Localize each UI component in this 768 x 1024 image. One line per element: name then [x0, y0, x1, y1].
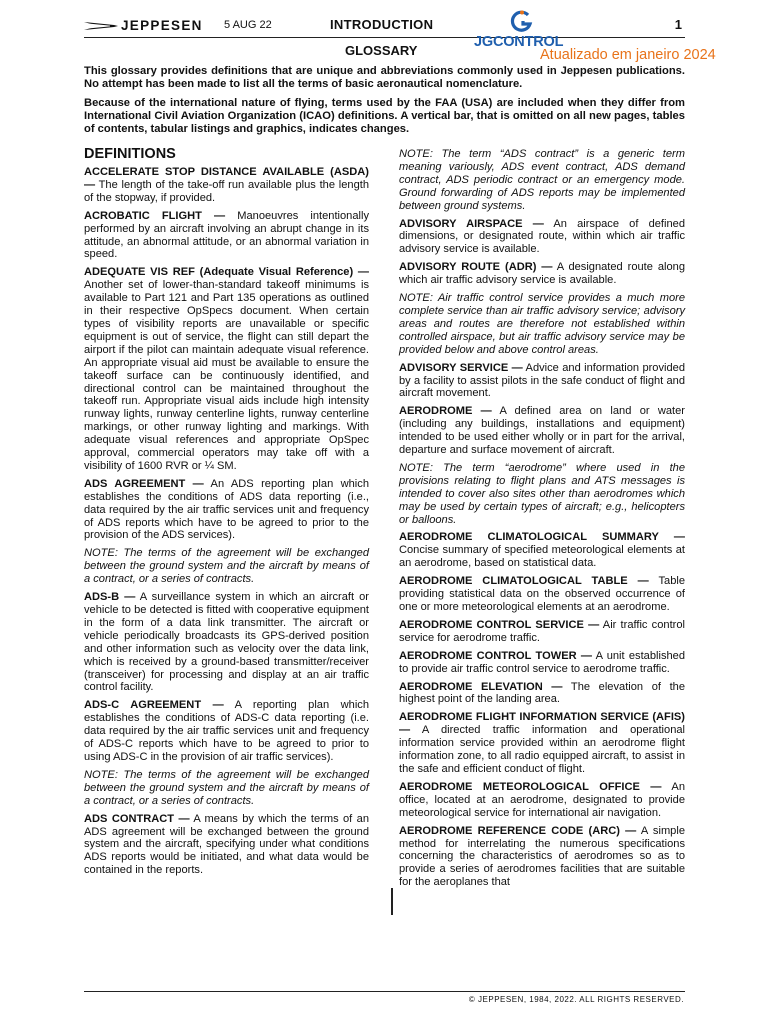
- jgcontrol-brand: JGCONTROL: [474, 34, 564, 50]
- definition-entry: [84, 699, 369, 764]
- jgcontrol-watermark: [474, 10, 574, 52]
- updated-notice: Atualizado em janeiro 2024: [540, 47, 716, 63]
- jgcontrol-emblem-icon: [510, 10, 534, 34]
- definition-entry: [84, 166, 369, 205]
- definition-term: ADVISORY AIRSPACE —: [399, 217, 544, 230]
- definition-term: AERODROME —: [399, 405, 492, 418]
- definition-entry: [399, 261, 685, 287]
- definition-entry: [399, 619, 685, 645]
- definition-text: A defined area on land or water (including any buildings, installations and equipment) intended to be used either wholly or in part for the arrival, departure and surface movement of aircraft.: [399, 405, 685, 457]
- definition-entry: [84, 591, 369, 694]
- definitions-heading: DEFINITIONS: [84, 146, 176, 162]
- definition-entry: [399, 681, 685, 707]
- definition-text: An airspace of defined dimensions, or designated route, within which air traffic advisory service is available.: [399, 217, 685, 256]
- definition-term: ADEQUATE VIS REF (Adequate Visual Reference) —: [84, 266, 369, 279]
- header-section: INTRODUCTION: [330, 17, 434, 32]
- definition-text: A unit established to provide air traffic control service to aerodrome traffic.: [399, 649, 686, 675]
- definition-entry: [399, 650, 685, 676]
- definition-text: A surveillance system in which an aircraft or vehicle to be detected is fitted with cooperative equipment in the form of a data link transmitter. The aircraft or vehicle periodically broadcasts its GPS-derived position and other information such as velocity over the data link, which is received by a ground-based transmitter/receiver (transceiver) for processing and display at an air traffic control facility.: [84, 591, 369, 694]
- definition-text: The elevation of the highest point of the landing area.: [399, 680, 685, 706]
- definition-entry: [84, 813, 369, 878]
- definition-term: AERODROME METEOROLOGICAL OFFICE —: [399, 780, 662, 793]
- definition-term: AERODROME FLIGHT INFORMATION SERVICE (AFIS) —: [399, 711, 685, 737]
- definition-note: NOTE: The term “ADS contract” is a generic term meaning variously, ADS event contract, ADS demand contract, ADS periodic contract or an emergency mode. Ground forwarding of ADS reports may be implemented between ground systems.: [399, 148, 685, 212]
- definition-term: AERODROME CONTROL TOWER —: [399, 649, 592, 662]
- page-number: 1: [674, 17, 682, 32]
- definition-text: Table providing statistical data on the observed occurrence of one or more meteorological elements at an aerodrome.: [399, 575, 686, 613]
- definition-text: An ADS reporting plan which establishes the conditions of ADS data reporting (i.e., data required by the air traffic services unit and frequency of ADS reports which have to be agreed to prior to the provision of the ADS services).: [84, 477, 369, 542]
- footer-rule: [84, 991, 685, 992]
- definition-term: ADS-C AGREEMENT —: [84, 699, 224, 712]
- page-title: GLOSSARY: [345, 43, 418, 58]
- definition-note: NOTE: The terms of the agreement will be exchanged between the ground system and the aircraft by means of a contract, or a series of contracts.: [84, 547, 369, 586]
- definition-term: AERODROME CLIMATOLOGICAL SUMMARY —: [399, 531, 685, 544]
- intro-paragraph: Because of the international nature of flying, terms used by the FAA (USA) are included when they differ from International Civil Aviation Organization (ICAO) definitions. A vertical bar, that is omitted on all new pages, tables of contents, tabular listings and graphics, indicates changes.: [84, 96, 685, 135]
- definition-term: AERODROME ELEVATION —: [399, 680, 563, 693]
- intro-paragraph: This glossary provides definitions that are unique and abbreviations commonly used in Jeppesen publications. No attempt has been made to list all the terms of basic aeronautical nomenclature.: [84, 65, 685, 90]
- definition-text: A means by which the terms of an ADS agreement will be exchanged between the ground system and the aircraft, specifying under what conditions ADS reports would be initiated, and what data would be contained in the reports.: [84, 812, 369, 877]
- definition-text: A directed traffic information and operational information service provided within an aerodrome flight information zone, to all radio equipped aircraft, to assist in the safe and efficient conduct of flight.: [399, 724, 685, 775]
- definition-entry: [399, 405, 685, 457]
- copyright-notice: © JEPPESEN, 1984, 2022. ALL RIGHTS RESERVED.: [468, 995, 684, 1004]
- jeppesen-wing-icon: [84, 21, 118, 31]
- definition-note: NOTE: The term “aerodrome” where used in the provisions relating to flight plans and ATS messages is intended to cover also sites other than aerodromes which may be used by certain types of aircraft; e.g., helicopters or balloons.: [399, 461, 685, 526]
- header-rule: [84, 37, 685, 38]
- logo-text: JEPPESEN: [121, 18, 203, 33]
- definition-term: ADVISORY ROUTE (ADR) —: [399, 261, 553, 274]
- definition-term: ADS AGREEMENT —: [84, 477, 204, 490]
- definition-term: AERODROME REFERENCE CODE (ARC) —: [399, 824, 637, 837]
- definition-entry: [399, 711, 685, 776]
- definition-entry: [399, 825, 685, 890]
- definition-entry: [399, 781, 685, 820]
- definition-term: ADVISORY SERVICE —: [399, 361, 523, 374]
- header-date: 5 AUG 22: [224, 19, 272, 31]
- definition-entry: [399, 531, 685, 570]
- jeppesen-logo: [84, 18, 203, 33]
- definition-text: Advice and information provided by a facility to assist pilots in the safe conduct of flight and aircraft movement.: [399, 361, 685, 400]
- definition-text: Manoeuvres intentionally performed by an aircraft involving an abrupt change in its attitude, an abnormal attitude, or an abnormal variation in speed.: [84, 209, 369, 261]
- definition-text: A reporting plan which establishes the conditions of ADS-C data reporting (i.e. data required by the air traffic services unit and frequency of ADS-C reports which have to be agreed to prior to using ADS-C in the provision of air traffic services).: [84, 699, 370, 763]
- definition-entry: [84, 266, 369, 473]
- change-bar: [391, 888, 393, 915]
- definition-text: Air traffic control service for aerodrome traffic.: [399, 618, 685, 644]
- definitions-right-column: [399, 148, 685, 894]
- definition-text: Concise summary of specified meteorological elements at an aerodrome, based on statistical data.: [399, 544, 685, 570]
- definition-term: ACROBATIC FLIGHT —: [84, 209, 226, 222]
- intro-text: [84, 65, 685, 142]
- definition-term: ADS-B —: [84, 591, 136, 604]
- definition-text: A simple method for interrelating the numerous specifications concerning the characteristics of aerodromes so as to provide a series of aerodromes facilities that are suitable for the aeroplanes that: [399, 824, 685, 889]
- definition-text: An office, located at an aerodrome, designated to provide meteorological service for international air navigation.: [399, 780, 685, 819]
- definition-note: NOTE: The terms of the agreement will be exchanged between the ground system and the aircraft by means of a contract, or a series of contracts.: [84, 768, 369, 807]
- definition-term: ADS CONTRACT —: [84, 812, 190, 825]
- definition-entry: [399, 362, 685, 401]
- definition-entry: [399, 575, 685, 614]
- definition-term: AERODROME CLIMATOLOGICAL TABLE —: [399, 575, 649, 588]
- definition-entry: [399, 218, 685, 257]
- definition-entry: [84, 478, 369, 543]
- definition-term: AERODROME CONTROL SERVICE —: [399, 618, 600, 631]
- definition-text: The length of the take-off run available plus the length of the stopway, if provided.: [84, 178, 369, 204]
- definition-text: A designated route along which air traffic advisory service is available.: [399, 261, 685, 287]
- definitions-left-column: [84, 146, 369, 882]
- definition-note: NOTE: Air traffic control service provides a much more complete service than air traffic advisory service; advisory areas and routes are therefore not established within controlled airspace, but air traffic advisory service may be provided below and above control areas.: [399, 292, 685, 356]
- definition-entry: [84, 210, 369, 262]
- definition-term: ACCELERATE STOP DISTANCE AVAILABLE (ASDA) —: [84, 166, 369, 191]
- definition-text: Another set of lower-than-standard takeoff minimums is available to Part 121 and Part 135 operations as outlined in their respective OpSpecs document. When certain types of visibility reports are unavailable or specific equipment is out of service, the flight can still depart the airport if the pilot can maintain adequate visual reference. An appropriate visual aid must be available to ensure the takeoff surface can be continuously identified, and directional control can be maintained throughout the takeoff run. Appropriate visual aids include high intensity runway lights, runway centerline lights, runway centerline markings, or other runway lighting and markings. With adequate visual references and appropriate OpSpec approval, commercial operators may take off with a visibility of 1600 RVR or ¼ SM.: [84, 279, 369, 472]
